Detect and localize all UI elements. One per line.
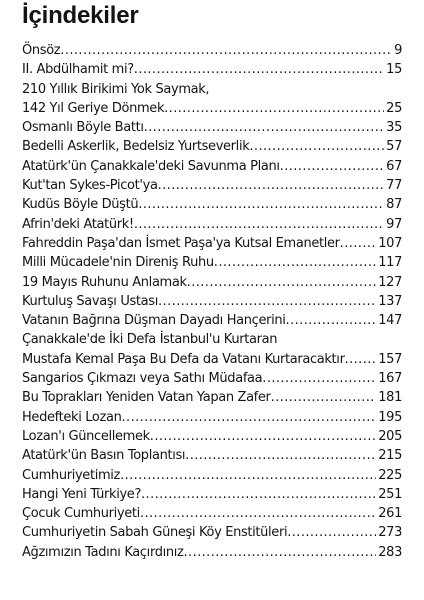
toc-entry [22, 292, 402, 311]
toc-entry [22, 215, 402, 234]
dot-leader [249, 137, 384, 156]
toc-entry-page-number: 251 [378, 486, 402, 502]
toc-entry [22, 253, 402, 272]
toc-entry-page-number: 127 [378, 274, 402, 290]
toc-entry-title: Hangi Yeni Türkiye? [22, 486, 141, 502]
toc-entry-page-number: 215 [378, 448, 402, 464]
toc-entry [22, 195, 402, 214]
toc-entry-title: Çanakkale'de İki Defa İstanbul'u Kurtaran [22, 332, 278, 348]
toc-entry [22, 60, 402, 79]
toc-entry-page-number: 147 [378, 313, 402, 329]
toc-entry [22, 408, 402, 427]
toc-entry [22, 330, 402, 349]
toc-entry-title: Lozan'ı Güncellemek [22, 428, 150, 444]
toc-entry [22, 504, 402, 523]
dot-leader [138, 195, 384, 214]
toc-entry-title: II. Abdülhamit mi? [22, 62, 134, 78]
dot-leader [144, 118, 385, 137]
toc-entry-page-number: 261 [378, 506, 402, 522]
toc-entry [22, 427, 402, 446]
dot-leader [214, 253, 376, 272]
toc-entry-title: Sangarios Çıkmazı veya Sathı Müdafaa [22, 371, 263, 387]
toc-entry-page-number: 181 [378, 390, 402, 406]
toc-entry-title: 210 Yıllık Birikimi Yok Saymak, [22, 81, 210, 97]
toc-entry-page-number: 87 [386, 197, 402, 213]
dot-leader [187, 273, 377, 292]
toc-entry-title: Fahreddin Paşa'dan İsmet Paşa'ya Kutsal Emanetler [22, 235, 340, 251]
toc-entry-title: Bu Toprakları Yeniden Vatan Yapan Zafer [22, 390, 271, 406]
toc-entry-title: Atatürk'ün Basın Toplantısı [22, 448, 186, 464]
toc-entry [22, 311, 402, 330]
toc-entry [22, 446, 402, 465]
dot-leader [185, 446, 376, 465]
toc-entry [22, 176, 402, 195]
dot-leader [60, 41, 392, 60]
toc-entry [22, 350, 402, 369]
toc-entry-page-number: 15 [386, 62, 402, 78]
toc-entry-page-number: 67 [386, 158, 402, 174]
dot-leader [158, 176, 385, 195]
toc-entry-title: Milli Mücadele'nin Direniş Ruhu [22, 255, 214, 271]
dot-leader [271, 388, 377, 407]
dot-leader [141, 485, 376, 504]
toc-entry [22, 41, 402, 60]
toc-entry-page-number: 137 [378, 293, 402, 309]
toc-entry-title: Cumhuriyetin Sabah Güneşi Köy Enstitüleri [22, 525, 288, 541]
toc-entry-page-number: 107 [378, 235, 402, 251]
toc-entry-title: Kudüs Böyle Düştü [22, 197, 139, 213]
toc-entry-title: Vatanın Bağrına Düşman Dayadı Hançerini [22, 313, 286, 329]
toc-entry-page-number: 157 [378, 351, 402, 367]
dot-leader [134, 60, 384, 79]
toc-entry-page-number: 35 [386, 120, 402, 136]
dot-leader [262, 369, 376, 388]
dot-leader [286, 311, 377, 330]
toc-entry [22, 388, 402, 407]
toc-entry [22, 543, 402, 562]
dot-leader [280, 157, 385, 176]
toc-entry-page-number: 9 [394, 43, 402, 58]
toc-entry-title: Kurtuluş Savaşı Ustası [22, 293, 158, 309]
toc-entry-page-number: 205 [378, 428, 402, 444]
toc-entry-page-number: 283 [378, 544, 402, 560]
dot-leader [120, 466, 376, 485]
dot-leader [164, 99, 384, 118]
dot-leader [134, 215, 384, 234]
toc-entry [22, 273, 402, 292]
toc-entry [22, 485, 402, 504]
toc-entry [22, 466, 402, 485]
dot-leader [184, 543, 377, 562]
toc-entry-title: Ağzımızın Tadını Kaçırdınız [22, 544, 184, 560]
toc-entry-title: Bedelli Askerlik, Bedelsiz Yurtseverlik [22, 139, 250, 155]
toc-entry-title: 142 Yıl Geriye Dönmek [22, 100, 165, 116]
toc-entry-page-number: 273 [378, 525, 402, 541]
dot-leader [340, 234, 377, 253]
toc-entry [22, 157, 402, 176]
toc-entry-title: Hedefteki Lozan [22, 409, 122, 425]
toc-entry-page-number: 167 [378, 371, 402, 387]
toc-entry-title: Mustafa Kemal Paşa Bu Defa da Vatanı Kurtaracaktır [22, 351, 345, 367]
toc-entry-page-number: 25 [386, 100, 402, 116]
toc-entry-page-number: 195 [378, 409, 402, 425]
toc-entry [22, 80, 402, 99]
toc-entry [22, 99, 402, 118]
toc-entry-page-number: 77 [386, 178, 402, 194]
toc-entry-title: Önsöz [22, 43, 61, 58]
dot-leader [122, 408, 377, 427]
dot-leader [158, 292, 376, 311]
toc-entry-page-number: 117 [378, 255, 402, 271]
dot-leader [150, 427, 376, 446]
page-title: İçindekiler [22, 2, 139, 29]
table-of-contents [22, 41, 402, 562]
toc-entry-page-number: 225 [378, 467, 402, 483]
toc-entry-page-number: 57 [386, 139, 402, 155]
dot-leader [140, 504, 376, 523]
toc-entry-title: Atatürk'ün Çanakkale'deki Savunma Planı [22, 158, 280, 174]
toc-entry [22, 137, 402, 156]
toc-entry-title: Osmanlı Böyle Battı [22, 120, 144, 136]
toc-entry [22, 234, 402, 253]
toc-entry-title: Cumhuriyetimiz [22, 467, 121, 483]
toc-entry-title: Çocuk Cumhuriyeti [22, 506, 140, 522]
toc-entry [22, 369, 402, 388]
dot-leader [345, 350, 377, 369]
toc-entry-title: Afrin'deki Atatürk! [22, 216, 134, 232]
toc-entry-title: 19 Mayıs Ruhunu Anlamak [22, 274, 187, 290]
toc-entry [22, 523, 402, 542]
toc-entry-title: Kut'tan Sykes-Picot'ya [22, 178, 158, 194]
toc-entry-page-number: 97 [386, 216, 402, 232]
toc-entry [22, 118, 402, 137]
dot-leader [287, 523, 376, 542]
